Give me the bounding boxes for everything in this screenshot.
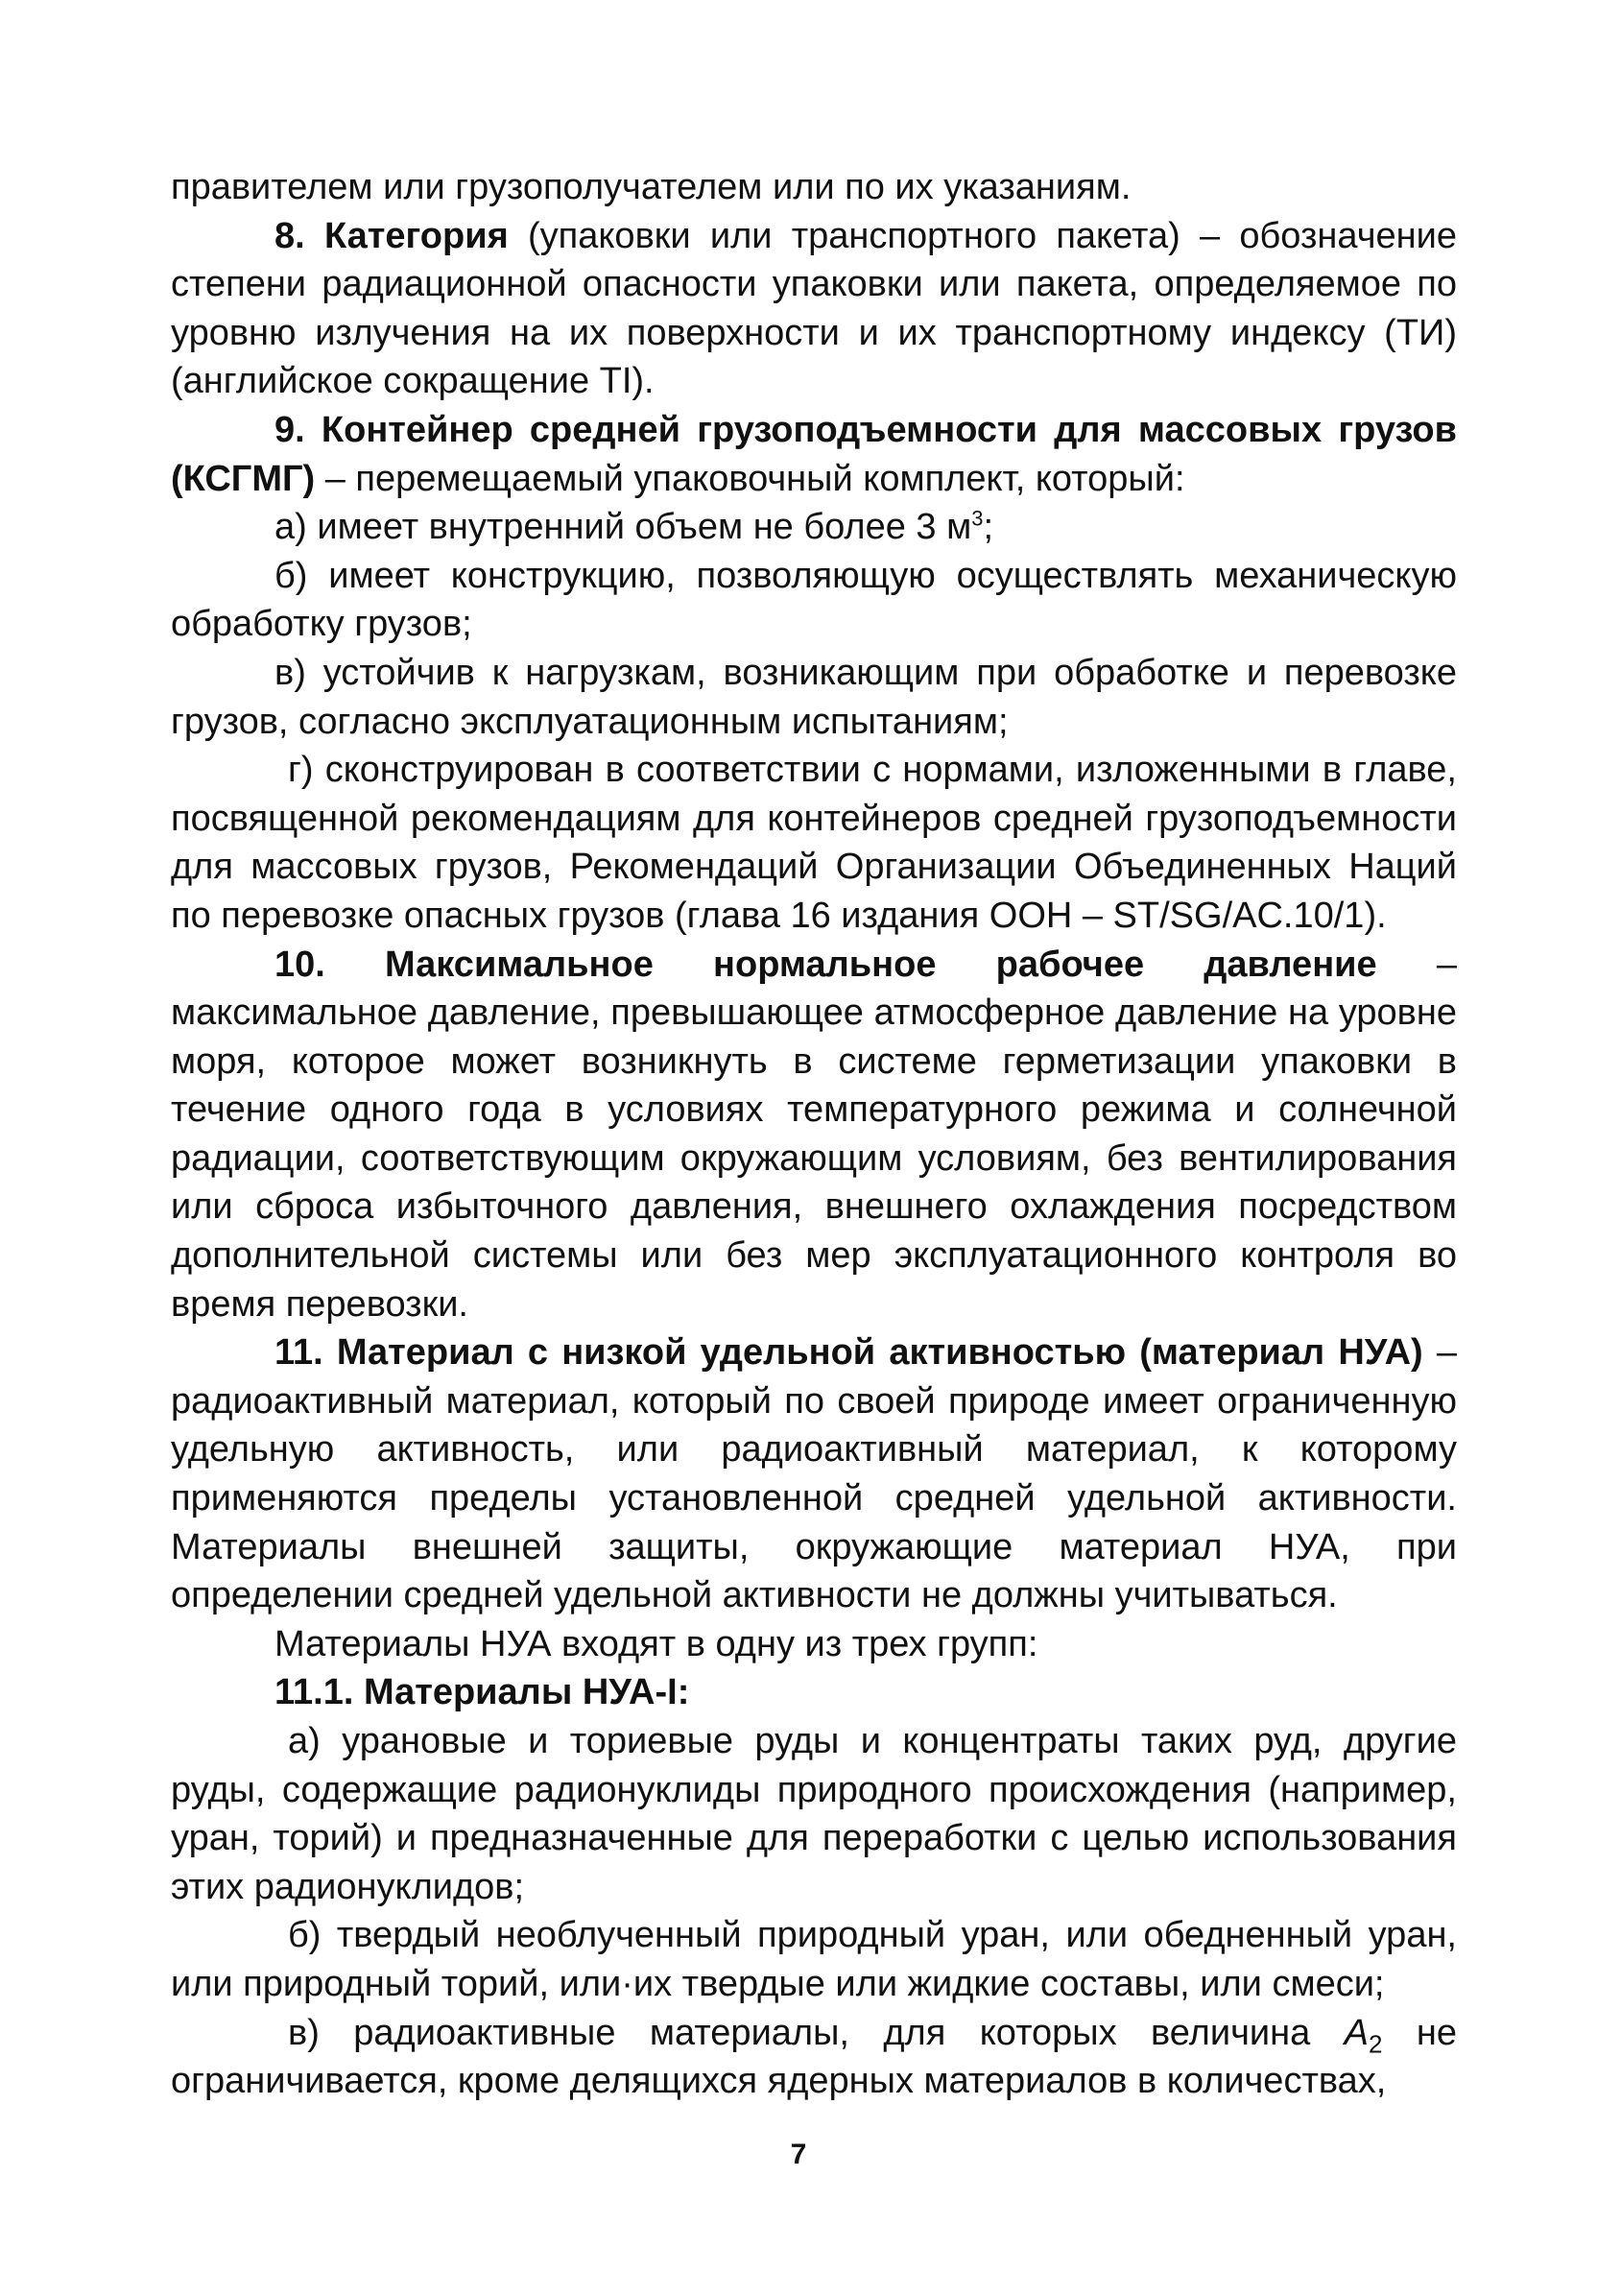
body-text [171,163,1457,2106]
item-text: а) урановые и ториевые руды и концентраты таких руд, другие руды, содержащие радионуклиды природного происхождения (например, уран, торий) и предназначенные для переработки с целью использования этих радионуклидов; [171,1721,1457,1907]
item-text: в) устойчив к нагрузкам, возникающим при обработке и перевозке грузов, согласно эксплуатационным испытаниям; [171,652,1457,742]
list-item-111a [171,1717,1457,1911]
item-text: а) имеет внутренний объем не более 3 м [274,507,972,548]
subsection-title: 11.1. Материалы НУА-I: [274,1672,690,1713]
variable-a: A [1344,2012,1369,2053]
list-item-111b [171,1911,1457,2008]
subsection-11-1-title [171,1668,1457,1717]
paragraph-continuation [171,163,1457,212]
term-title: 9. Контейнер средней грузоподъемности для массовых грузов (КСГМГ) [171,409,1457,499]
subscript: 2 [1368,2029,1383,2059]
item-text-end: ; [983,507,994,548]
term-body: – максимальное давление, превышающее атмосферное давление на уровне моря, которое может возникнуть в системе герметизации упаковки в течение одного года в условиях температурного режима и солнечной радиации, соответствующим окружающим условиям, без вентилирования или сброса избыточного давления, внешнего охлаждения посредством дополнительной системы или без мер эксплуатационного контроля во время перевозки. [171,944,1457,1325]
list-item-9c [171,649,1457,746]
groups-intro [171,1620,1457,1669]
term-title: 8. Категория [274,215,509,256]
definition-8 [171,212,1457,406]
term-body: – перемещаемый упаковочный комплект, который: [315,458,1185,499]
term-body: (упаковки или транспортного пакета) – обозначение степени радиационной опасности упаковки или пакета, определяемое по уровню излучения на их поверхности и их транспортному индексу (ТИ) (английское сокращение TI). [171,215,1457,402]
definition-10 [171,941,1457,1329]
list-item-9a [171,503,1457,552]
definition-11 [171,1328,1457,1620]
term-title: 10. Максимальное нормальное рабочее давление [274,944,1377,985]
list-item-9b [171,552,1457,649]
page-number: 7 [790,2139,807,2170]
list-item-9d [171,746,1457,940]
intro-text: Материалы НУА входят в одну из трех групп: [274,1623,1038,1664]
item-text: б) твердый необлученный природный уран, или обедненный уран, или природный торий, или·их твердые или жидкие составы, или смеси; [171,1915,1457,2004]
item-text-end: не ограничивается, кроме делящихся ядерных материалов в количествах, [171,2012,1457,2102]
item-text: в) радиоактивные материалы, для которых величина [288,2012,1345,2053]
superscript: 3 [971,506,984,531]
continuation-text: правителем или грузополучателем или по их указаниям. [171,167,1132,207]
term-title: 11. Материал с низкой удельной активностью (материал НУА) [274,1332,1423,1374]
term-body: – радиоактивный материал, который по своей природе имеет ограниченную удельную активность, или радиоактивный материал, к которому применяются пределы установленной средней удельной активности. Материалы внешней защиты, окружающие материал НУА, при определении средней удельной активности не должны учитываться. [171,1332,1457,1616]
list-item-111c [171,2009,1457,2106]
item-text: г) сконструирован в соответствии с нормами, изложенными в главе, посвященной рекомендациям для контейнеров средней грузоподъемности для массовых грузов, Рекомендаций Организации Объединенных Наций по перевозке опасных грузов (глава 16 издания ООН – ST/SG/AC.10/1). [171,750,1457,936]
item-text: б) имеет конструкцию, позволяющую осуществлять механическую обработку грузов; [171,555,1457,645]
definition-9 [171,406,1457,503]
